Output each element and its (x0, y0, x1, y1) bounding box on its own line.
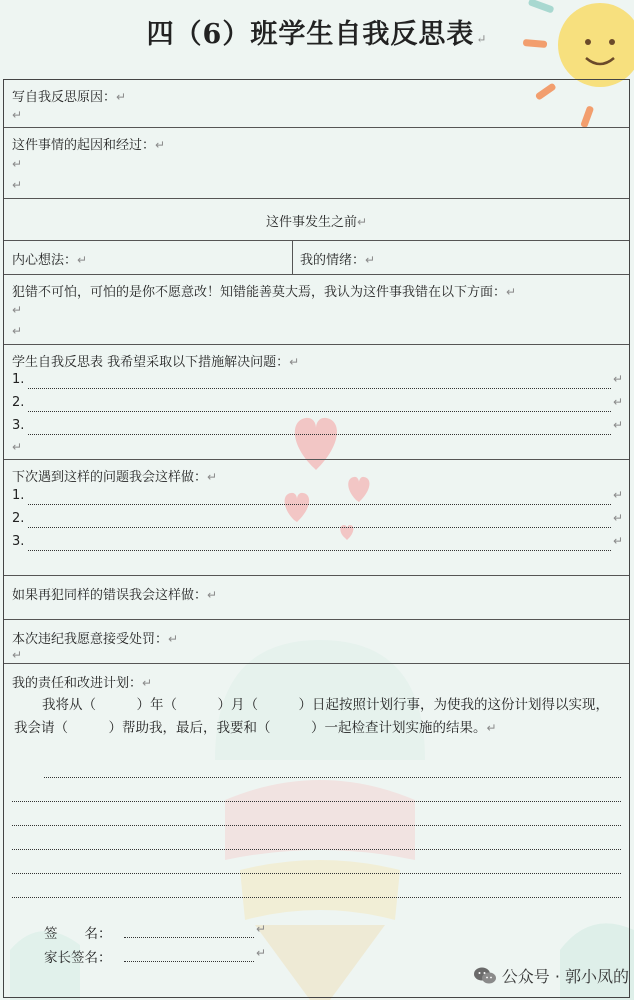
row-before: 这件事发生之前↵ (4, 199, 629, 241)
punishment-label: 本次违纪我愿意接受处罚： (12, 632, 169, 647)
plan-line-3 (12, 825, 621, 826)
mood-label: 我的情绪： (300, 253, 366, 268)
row-plan: 我的责任和改进计划：↵ 我将从（ ）年（ ）月（ ）日起按照计划行事，为使我的这份计划得以实现，我会请（ ）帮助我，最后，我要和（ ）一起检查计划实施的结果。↵ 签 名： ↵ 家长签名： ↵ 公众号 · 郭小凤的 (12, 676, 629, 986)
wechat-icon (473, 966, 497, 986)
plan-line-4 (12, 849, 621, 850)
row-punishment: 本次违纪我愿意接受处罚：↵ ↵ (4, 620, 629, 664)
process-label: 这件事情的起因和经过： (12, 138, 156, 153)
measure-line-1 (28, 388, 611, 389)
parent-signature-label: 家长签名： (44, 950, 112, 966)
next-time-label: 下次遇到这样的问题我会这样做： (12, 470, 208, 485)
signature-label: 签 名： (44, 926, 112, 942)
plan-line-5 (12, 873, 621, 874)
thoughts-label: 内心想法： (12, 253, 78, 268)
plan-paragraph: 我将从（ ）年（ ）月（ ）日起按照计划行事，为使我的这份计划得以实现，我会请（ ）帮助我，最后，我要和（ ）一起检查计划实施的结果。↵ (14, 697, 609, 736)
measure-item-2-number: 2. (12, 395, 25, 410)
measure-line-2 (28, 411, 611, 412)
row-reason: 写自我反思原因：↵ ↵ (4, 80, 629, 128)
next-line-2 (28, 527, 611, 528)
measure-item-1-number: 1. (12, 372, 25, 387)
before-header: 这件事发生之前 (265, 215, 357, 230)
next-line-1 (28, 504, 611, 505)
mistakes-label: 犯错不可怕，可怕的是你不愿意改！知错能善莫大焉，我认为这件事我错在以下方面： (12, 285, 507, 300)
row-mistakes: 犯错不可怕，可怕的是你不愿意改！知错能善莫大焉，我认为这件事我错在以下方面：↵ ↵ ↵ (4, 275, 629, 345)
page-title: 四（6）班学生自我反思表 ↵ (146, 19, 488, 50)
measure-item-3-number: 3. (12, 418, 25, 433)
row-process: 这件事情的起因和经过：↵ ↵ ↵ (4, 128, 629, 199)
plan-line-6 (12, 897, 621, 898)
row-thoughts-mood: 内心想法：↵ 我的情绪：↵ (4, 241, 629, 275)
next-line-3 (28, 550, 611, 551)
reflection-form (3, 79, 630, 998)
if-again-label: 如果再犯同样的错误我会这样做： (12, 588, 208, 603)
row-if-again: 如果再犯同样的错误我会这样做：↵ (4, 576, 629, 620)
row-next-time: 下次遇到这样的问题我会这样做：↵ 1. ↵ 2. ↵ 3. ↵ (4, 460, 629, 576)
reason-label: 写自我反思原因： (12, 90, 117, 105)
watermark: 公众号 · 郭小凤的 (473, 964, 629, 987)
plan-line-2 (12, 801, 621, 802)
next-item-3-number: 3. (12, 534, 25, 549)
next-item-2-number: 2. (12, 511, 25, 526)
plan-line-1 (44, 777, 621, 778)
next-item-1-number: 1. (12, 488, 25, 503)
column-divider (292, 241, 293, 274)
measures-label: 学生自我反思表 我希望采取以下措施解决问题： (12, 355, 290, 370)
plan-title: 我的责任和改进计划： (12, 676, 143, 691)
signature-line (124, 937, 254, 938)
parent-signature-line (124, 961, 254, 962)
measure-line-3 (28, 434, 611, 435)
row-measures: 学生自我反思表 我希望采取以下措施解决问题：↵ 1. ↵ 2. ↵ 3. ↵ ↵ (4, 345, 629, 460)
